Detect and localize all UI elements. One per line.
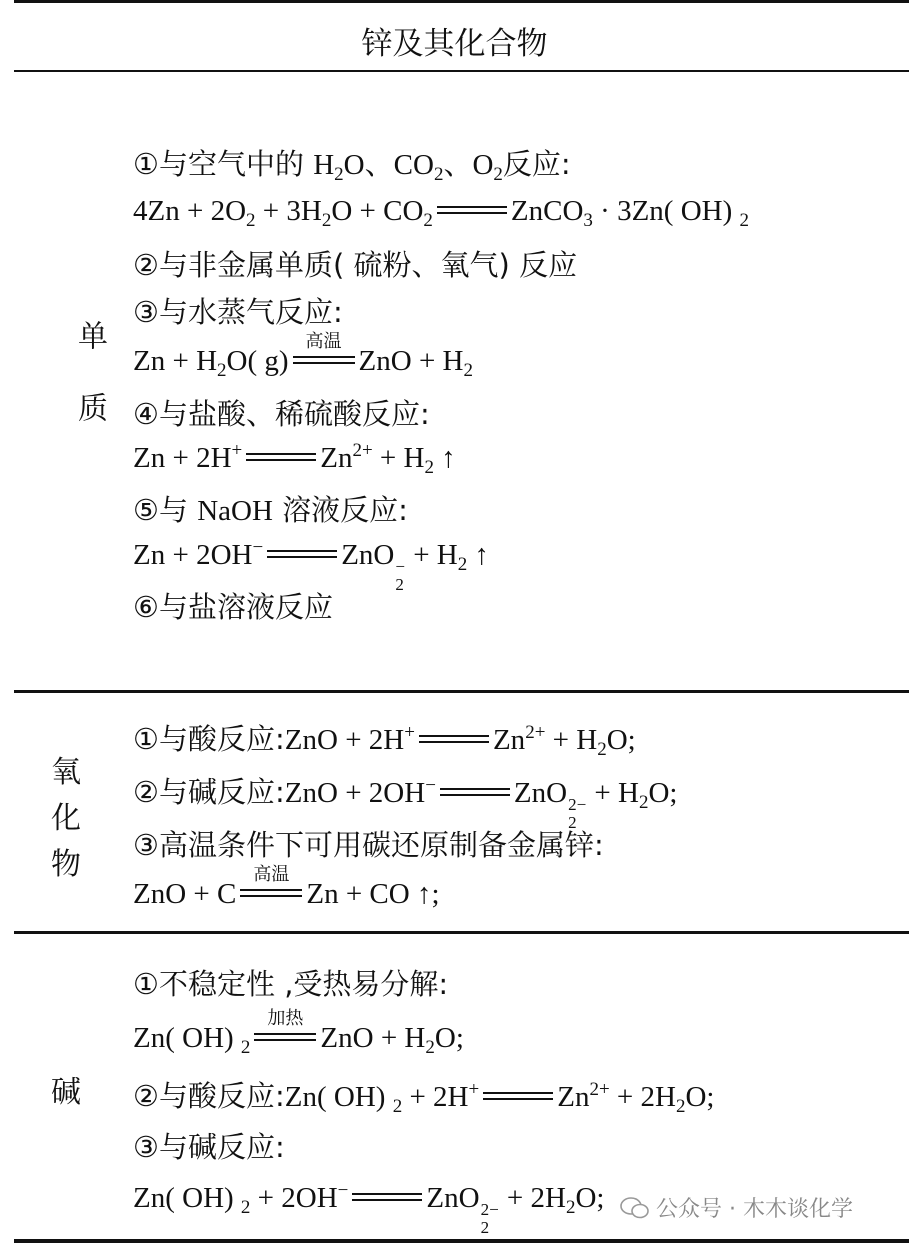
base-reaction-3-label: ③与碱反应:	[133, 1130, 285, 1164]
condition-arrow	[240, 864, 302, 899]
equals-sign	[352, 1193, 422, 1203]
bottom-rule	[14, 1239, 909, 1243]
category-oxide-char-2: 化	[51, 801, 81, 836]
base-reaction-1-label: ①不稳定性 ,受热易分解:	[133, 967, 449, 1001]
oxide-reaction-2-label: ②与碱反应:	[133, 775, 285, 809]
elemental-reaction-4-label: ④与盐酸、稀硫酸反应:	[133, 397, 430, 431]
elemental-reaction-6-label: ⑥与盐溶液反应	[133, 590, 333, 624]
category-oxide-char-1: 氧	[51, 755, 81, 790]
oxide-reaction-1: ①与酸反应:ZnO + 2H+ $Zn^{2+} + H_2O$;	[133, 722, 636, 760]
oxide-reaction-3-equation: ZnO + C 高温 Zn + CO ↑;	[133, 878, 440, 911]
category-base: 碱	[51, 1075, 81, 1110]
watermark-text: 公众号 · 木木谈化学	[656, 1197, 853, 1222]
section-rule-2	[14, 931, 909, 934]
condition-label: 高温	[253, 864, 290, 885]
elemental-reaction-1-equation: $4Zn + 2O_2 + 3H_2O + CO_2$ ZnCO$_3$ · 3Zn( OH) $_2$	[133, 195, 749, 231]
base-reaction-2-label: ②与酸反应:	[133, 1079, 285, 1113]
elemental-reaction-5-label: ⑤与 NaOH 溶液反应:	[133, 493, 408, 527]
oxide-reaction-3-label: ③高温条件下可用碳还原制备金属锌:	[133, 828, 604, 862]
equals-sign	[483, 1092, 553, 1102]
section-rule-1	[14, 690, 909, 693]
elemental-reaction-1-label: ①与空气中的 $H_2O$、$CO_2$、$O_2$反应:	[133, 147, 571, 185]
elemental-reaction-3-equation: $Zn + H_2O$( g) 高温 ZnO + $H_2$	[133, 345, 473, 382]
condition-label: 加热	[267, 1008, 304, 1029]
condition-label: 高温	[305, 331, 342, 352]
title-rule	[14, 70, 909, 72]
equals-sign	[437, 206, 507, 216]
oxide-reaction-1-label: ①与酸反应:	[133, 722, 285, 756]
equals-sign	[246, 453, 316, 463]
top-rule	[14, 0, 909, 3]
elemental-reaction-5-equation: Zn + 2OH− ZnO − 2 + $H_2$ ↑	[133, 537, 490, 594]
category-oxide-char-3: 物	[51, 847, 81, 882]
condition-arrow	[254, 1008, 316, 1043]
category-elemental	[46, 320, 107, 498]
elemental-reaction-3-label: ③与水蒸气反应:	[133, 295, 343, 329]
base-reaction-2: ②与酸反应:Zn( OH) $_2$ + 2H+ $Zn^{2+} + 2H_2O$;	[133, 1079, 715, 1117]
oxide-reaction-2: ②与碱反应:ZnO + 2OH− ZnO 2− 2 + $H_2O$;	[133, 775, 678, 832]
watermark	[620, 1192, 853, 1223]
equals-sign	[419, 735, 489, 745]
elemental-reaction-2-label: ②与非金属单质( 硫粉、氧气) 反应	[133, 248, 578, 282]
equals-sign	[440, 788, 510, 798]
page-title: 锌及其化合物	[361, 26, 548, 62]
equals-sign	[267, 550, 337, 560]
category-oxide	[46, 750, 86, 888]
reaction-label-text: ①与空气中的	[133, 147, 314, 181]
condition-arrow	[293, 331, 355, 366]
base-reaction-1-equation: Zn( OH) $_2$ 加热 ZnO + $H_2O$;	[133, 1022, 464, 1059]
elemental-reaction-4-equation: Zn + 2H+ $Zn^{2+} + H_2$ ↑	[133, 440, 456, 478]
wechat-icon	[620, 1197, 650, 1219]
base-reaction-3-equation: Zn( OH) $_2$ + 2OH− ZnO 2− 2 + $2H_2O$;	[133, 1180, 605, 1237]
category-elemental-text: 单质	[72, 320, 107, 464]
